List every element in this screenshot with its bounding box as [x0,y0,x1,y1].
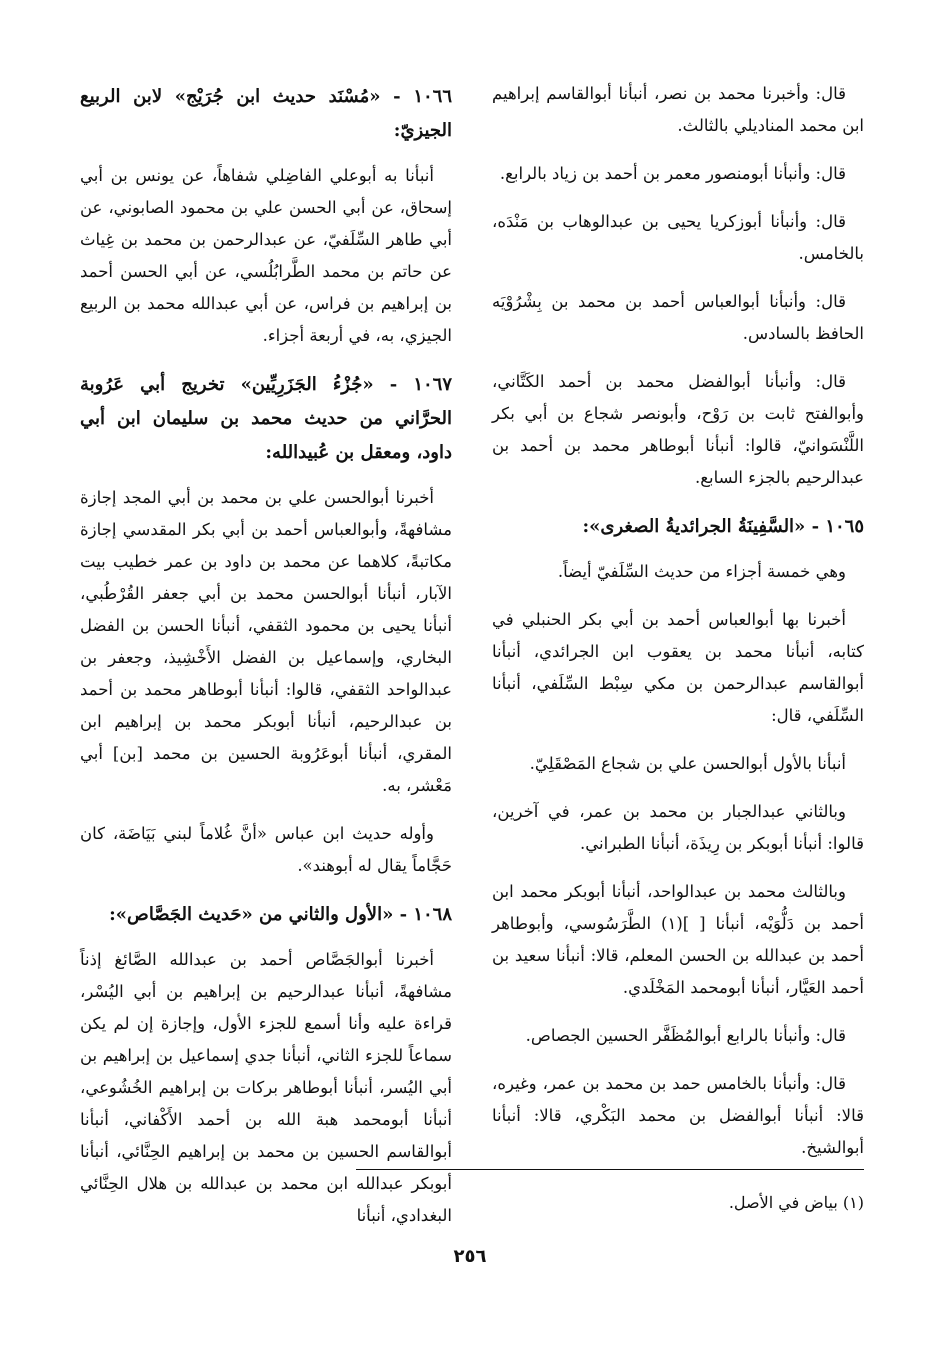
paragraph: أخبرنا أبوالجَصَّاص أحمد بن عبدالله الصَّائغ إذناً مشافهةً، أنبأنا عبدالرحيم بن إبراهيم بن أبي اليُسْر، قراءة عليه وأنا أسمع للجزء الأول، وإجازة إن لم يكن سماعاً للجزء الثاني، أنبأنا جدي إسماعيل بن إبراهيم بن أبي اليُسر، أنبأنا أبوطاهر بركات بن إبراهيم الخُشُوعي، أنبأنا أبومحمد هبة الله بن أحمد الأَكْفاني، أنبأنا أبوالقاسم الحسين بن محمد بن إبراهيم الحِنَّائي، أنبأنا أبوبكر عبدالله ابن محمد بن عبدالله بن هلال الحِنَّائي البغدادي، أنبأنا [80,950,452,1225]
right-column [492,78,864,1180]
paragraph: قال: وأخبرنا محمد بن نصر، أنبأنا أبوالقاسم إبراهيم ابن محمد المناديلي بالثالث. [492,84,864,135]
left-column [80,78,452,1248]
paragraph: وبالثالث محمد بن عبدالواحد، أنبأنا أبوبكر محمد ابن أحمد بن دَلُّوَيْه، أنبأنا [ ](١) الطَّرَسُوسي، وأبوطاهر أحمد بن عبدالله بن الحسن المعلم، قالا: أنبأنا سعيد بن أحمد العَيَّار، أنبأنا أبومحمد المَخْلَدي. [492,882,864,997]
paragraph: قال: وأنبأنا أبوالعباس أحمد بن محمد بن بِشْرُوْيَه الحافظ بالسادس. [492,292,864,343]
entry-heading-1067: ١٠٦٧ - «جُزْءُ الجَزَرِيِّين» تخريج أبي عَرُوبة الحرَّاني من حديث محمد بن سليمان ابن أبي داود، ومعقل بن عُبيدالله: [80,374,452,463]
paragraph: أنبأنا بالأول أبوالحسن علي بن شجاع المَصْقَلِيّ. [529,754,846,773]
entry-heading-1065: ١٠٦٥ - «السَّفِينَةُ الجرائديةُ الصغرى»: [582,516,864,537]
paragraph: قال: وأنبأنا أبوالفضل محمد بن أحمد الكَتَّاني، وأبوالفتح ثابت بن رَوْح، وأبونصر شجاع بن أبي بكر اللَّنْسَوانيّ، قالوا: أنبأنا أبوطاهر محمد بن أحمد بن عبدالرحيم بالجزء السابع. [492,372,864,487]
paragraph: قال: وأنبأنا بالخامس حمد بن محمد بن عمر، وغيره، قالا: أنبأنا أبوالفضل بن محمد البَكْري، قالا: أنبأنا أبوالشيخ. [492,1074,864,1157]
paragraph: وأوله حديث ابن عباس «أنَّ غُلاماً لبني بَيَاضَة، كان حَجَّاماً يقال له أبوهند». [80,824,452,875]
paragraph: أخبرنا بها أبوالعباس أحمد بن أبي بكر الحنبلي في كتابه، أنبأنا محمد بن يعقوب ابن الجرائدي، أنبأنا أبوالقاسم عبدالرحمن بن مكي سِبْط السِّلَفي، أنبأنا السِّلَفي، قال: [492,610,864,725]
paragraph: وهي خمسة أجزاء من حديث السِّلَفيّ أيضاً. [557,562,846,581]
page-number: ٢٥٦ [453,1246,487,1267]
paragraph: وبالثاني عبدالجبار بن محمد بن عمر، في آخرين، قالوا: أنبأنا أبوبكر بن رِيذَة، أنبأنا الطبراني. [492,802,864,853]
paragraph: قال: وأنبأنا بالرابع أبوالمُظَفَّر الحسين الجصاص. [525,1026,846,1045]
footnote: (١) بياض في الأصل. [728,1193,864,1212]
entry-heading-1068: ١٠٦٨ - «الأول والثاني من «حَديث الجَصَّاص»: [109,904,452,925]
footnote-divider [356,1169,864,1170]
entry-heading-1066: ١٠٦٦ - «مُسْنَد حديث ابن جُرَيْج» لابن الربيع الجيزيّ: [80,86,452,141]
paragraph: أنبأنا به أبوعلي الفاضِلي شفاهاً، عن يونس بن أبي إسحاق، عن أبي الحسن علي بن محمود الصابوني، عن أبي طاهر السِّلَفيّ، عن عبدالرحمن بن محمد بن غِياث عن حاتم بن محمد الطَّرابُلُسي، عن أبي الحسن أحمد بن إبراهيم بن فراس، عن أبي عبدالله محمد بن الربيع الجيزي، به، في أربعة أجزاء. [80,166,452,345]
paragraph: أخبرنا أبوالحسن علي بن محمد بن أبي المجد إجازة مشافهةً، وأبوالعباس أحمد بن أبي بكر المقدسي إجازة مكاتبةً، كلاهما عن محمد بن داود بن عمر خطيب بيت الآبار، أنبأنا أبوالحسن محمد بن أبي جعفر القُرْطُبي، أنبأنا يحيى بن محمود الثقفي، أنبأنا الحسن بن الفضل البخاري، وإسماعيل بن الفضل الأَخْشِيذ، وجعفر بن عبدالواحد الثقفي، قالوا: أنبأنا أبوطاهر محمد بن أحمد بن عبدالرحيم، أنبأنا أبوبكر محمد بن إبراهيم ابن المقري، أنبأنا أبوعَرُوبة الحسين بن محمد [بن] أبي مَعْشر، به. [80,488,452,795]
paragraph: قال: وأنبأنا أبومنصور معمر بن أحمد بن زياد بالرابع. [499,164,846,183]
paragraph: قال: وأنبأنا أبوزكريا يحيى بن عبدالوهاب بن مَنْدَه، بالخامس. [492,212,864,263]
